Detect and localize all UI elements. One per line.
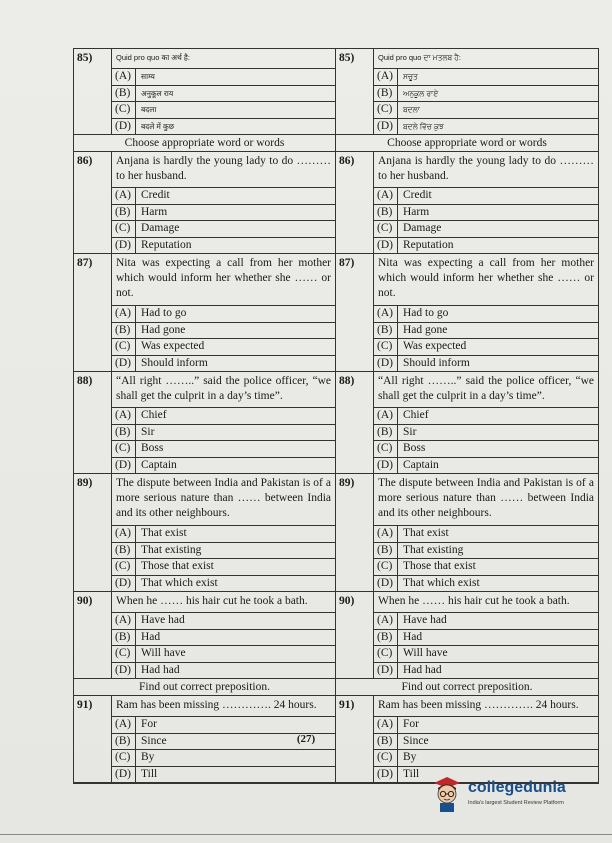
option-text: Was expected	[403, 340, 467, 352]
answer-option	[112, 717, 335, 734]
answer-option	[374, 221, 598, 238]
answer-option	[374, 613, 598, 630]
option-text: Boss	[141, 442, 164, 454]
option-text: Had	[141, 630, 161, 643]
option-text: Have had	[141, 614, 185, 626]
right-column	[336, 49, 598, 783]
option-letter: (D)	[112, 238, 136, 254]
answer-option	[112, 86, 335, 103]
question-text: Nita was expecting a call from her mother which would inform her whether she …… or not.	[112, 254, 335, 306]
option-text: By	[403, 751, 417, 763]
answer-option	[112, 767, 335, 783]
option-letter: (A)	[112, 306, 136, 322]
question-text: Nita was expecting a call from her mother which would inform her whether she …… or not.	[374, 254, 598, 306]
option-letter: (D)	[374, 576, 398, 592]
option-text: Had gone	[403, 323, 448, 336]
answer-option	[374, 458, 598, 474]
question-block	[336, 49, 598, 135]
answer-option	[112, 559, 335, 576]
option-text: Till	[141, 767, 158, 780]
option-text: Have had	[403, 614, 447, 626]
option-letter: (C)	[112, 750, 136, 766]
option-text: Sir	[141, 425, 155, 438]
option-letter: (A)	[374, 526, 398, 542]
option-text: Since	[403, 734, 429, 747]
question-number: 90)	[74, 592, 112, 678]
question-block	[74, 372, 335, 474]
question-text: Anjana is hardly the young lady to do ……… to her husband.	[112, 152, 335, 188]
question-text: “All right ……..” said the police officer, “we shall get the culprit in a day’s time”.	[112, 372, 335, 408]
option-letter: (C)	[374, 441, 398, 457]
option-letter: (D)	[374, 238, 398, 254]
answer-option	[112, 613, 335, 630]
option-letter: (C)	[374, 750, 398, 766]
option-letter: (B)	[112, 425, 136, 441]
option-letter: (D)	[112, 119, 136, 135]
option-text: Damage	[403, 222, 442, 234]
answer-option	[112, 69, 335, 86]
option-letter: (D)	[112, 767, 136, 783]
left-column	[74, 49, 336, 783]
student-mascot-icon	[430, 775, 464, 813]
answer-option	[112, 441, 335, 458]
answer-option	[112, 323, 335, 340]
option-text: That existing	[141, 543, 202, 556]
option-text: ਸਚੂਤ	[403, 72, 418, 81]
answer-option	[112, 102, 335, 119]
question-number: 88)	[336, 372, 374, 473]
question-text: When he …… his hair cut he took a bath.	[112, 592, 335, 613]
option-letter: (D)	[112, 663, 136, 679]
option-text: Harm	[403, 205, 430, 218]
answer-option	[112, 458, 335, 474]
answer-option	[112, 526, 335, 543]
answer-option	[374, 526, 598, 543]
logo-tagline: India's largest Student Review Platform	[468, 800, 564, 806]
option-letter: (A)	[112, 717, 136, 733]
question-block	[336, 152, 598, 254]
option-text: ਬਦਲੇ ਵਿੱਚ ਕੁਝ	[403, 121, 444, 131]
option-letter: (B)	[374, 425, 398, 441]
option-text: ਬਦਲਾ	[403, 105, 420, 114]
answer-option	[112, 408, 335, 425]
answer-option	[112, 646, 335, 663]
question-text: When he …… his hair cut he took a bath.	[374, 592, 598, 613]
collegedunia-logo	[430, 775, 590, 815]
answer-option	[374, 205, 598, 222]
option-letter: (D)	[374, 458, 398, 474]
option-text: Captain	[403, 458, 439, 471]
question-number: 89)	[336, 474, 374, 591]
option-text: For	[141, 718, 157, 730]
option-text: Those that exist	[403, 560, 476, 572]
question-text: Ram has been missing …………. 24 hours.	[112, 696, 335, 717]
question-block	[74, 152, 335, 254]
question-text: Quid pro quo ਦਾ ਮਤਲਬ ਹੈ:	[374, 49, 598, 69]
option-letter: (B)	[112, 323, 136, 339]
question-block	[74, 254, 335, 372]
option-text: That exist	[141, 527, 187, 539]
option-text: Had to go	[141, 307, 187, 319]
option-letter: (B)	[374, 86, 398, 102]
option-letter: (C)	[112, 559, 136, 575]
option-text: That which exist	[403, 576, 480, 589]
option-letter: (C)	[112, 221, 136, 237]
question-number: 89)	[74, 474, 112, 591]
question-block	[336, 592, 598, 679]
option-letter: (D)	[112, 576, 136, 592]
option-letter: (A)	[112, 526, 136, 542]
answer-option	[112, 221, 335, 238]
answer-option	[374, 576, 598, 592]
option-text: Was expected	[141, 340, 205, 352]
answer-option	[112, 306, 335, 323]
question-number: 85)	[336, 49, 374, 134]
answer-option	[374, 86, 598, 103]
option-text: Had gone	[141, 323, 186, 336]
question-block	[74, 474, 335, 592]
question-number: 86)	[336, 152, 374, 253]
question-number: 87)	[74, 254, 112, 371]
bottom-rule	[0, 834, 612, 835]
option-letter: (C)	[374, 221, 398, 237]
option-letter: (C)	[112, 441, 136, 457]
question-text: Ram has been missing …………. 24 hours.	[374, 696, 598, 717]
option-text: Harm	[141, 205, 168, 218]
option-letter: (D)	[112, 356, 136, 372]
question-number: 91)	[74, 696, 112, 782]
answer-option	[112, 339, 335, 356]
option-text: Sir	[403, 425, 417, 438]
question-number: 87)	[336, 254, 374, 371]
answer-option	[374, 102, 598, 119]
option-text: That exist	[403, 527, 449, 539]
option-letter: (B)	[112, 734, 136, 750]
option-text: For	[403, 718, 419, 730]
option-letter: (C)	[374, 339, 398, 355]
option-letter: (B)	[112, 86, 136, 102]
option-text: Chief	[403, 409, 429, 421]
option-letter: (C)	[374, 559, 398, 575]
option-text: Had had	[403, 663, 442, 676]
question-block	[74, 49, 335, 135]
option-letter: (C)	[112, 339, 136, 355]
option-text: Chief	[141, 409, 167, 421]
option-letter: (B)	[374, 630, 398, 646]
question-text: The dispute between India and Pakistan is of a more serious nature than …… between India and its other neighbours.	[374, 474, 598, 526]
answer-option	[112, 119, 335, 135]
question-number: 86)	[74, 152, 112, 253]
option-letter: (B)	[374, 543, 398, 559]
answer-option	[374, 339, 598, 356]
option-letter: (D)	[374, 119, 398, 135]
answer-option	[112, 188, 335, 205]
section-instruction: Find out correct preposition.	[74, 679, 335, 696]
question-table	[73, 48, 599, 784]
answer-option	[112, 205, 335, 222]
answer-option	[374, 119, 598, 135]
option-text: That which exist	[141, 576, 218, 589]
option-text: बदले में कुछ	[141, 121, 175, 131]
answer-option	[374, 750, 598, 767]
question-number: 90)	[336, 592, 374, 678]
option-text: Had had	[141, 663, 180, 676]
option-letter: (A)	[112, 613, 136, 629]
answer-option	[374, 630, 598, 647]
answer-option	[112, 425, 335, 442]
answer-option	[374, 717, 598, 734]
option-text: Credit	[141, 189, 170, 201]
option-text: Credit	[403, 189, 432, 201]
option-letter: (D)	[374, 767, 398, 783]
logo-brand: collegedunia	[468, 779, 566, 796]
option-text: Will have	[403, 647, 448, 659]
answer-option	[374, 663, 598, 679]
option-text: Should inform	[141, 356, 208, 369]
option-letter: (B)	[112, 205, 136, 221]
question-number: 88)	[74, 372, 112, 473]
answer-option	[374, 69, 598, 86]
option-letter: (B)	[374, 734, 398, 750]
option-text: साम्य	[141, 72, 155, 81]
section-instruction: Choose appropriate word or words	[336, 135, 598, 152]
option-letter: (A)	[374, 717, 398, 733]
option-letter: (C)	[374, 646, 398, 662]
section-instruction: Choose appropriate word or words	[74, 135, 335, 152]
answer-option	[112, 238, 335, 254]
option-text: Reputation	[141, 238, 192, 251]
answer-option	[112, 663, 335, 679]
option-letter: (B)	[112, 543, 136, 559]
option-letter: (D)	[374, 663, 398, 679]
option-text: Till	[403, 767, 420, 780]
option-letter: (A)	[374, 69, 398, 85]
answer-option	[374, 441, 598, 458]
option-text: By	[141, 751, 155, 763]
answer-option	[112, 630, 335, 647]
question-text: Quid pro quo का अर्थ है:	[112, 49, 335, 69]
option-text: बदला	[141, 105, 157, 114]
option-letter: (B)	[112, 630, 136, 646]
page-number: (27)	[296, 733, 316, 745]
answer-option	[112, 576, 335, 592]
question-number: 85)	[74, 49, 112, 134]
answer-option	[374, 559, 598, 576]
option-text: Since	[141, 734, 167, 747]
option-letter: (B)	[374, 323, 398, 339]
option-text: अनुकूल राय	[141, 88, 174, 98]
option-letter: (C)	[112, 646, 136, 662]
option-text: Those that exist	[141, 560, 214, 572]
answer-option	[112, 750, 335, 767]
option-letter: (A)	[374, 613, 398, 629]
question-block	[74, 592, 335, 679]
option-letter: (D)	[374, 356, 398, 372]
option-letter: (A)	[112, 69, 136, 85]
option-text: ਅਨੁਕੂਲ ਰਾਏ	[403, 88, 439, 98]
option-letter: (A)	[374, 306, 398, 322]
answer-option	[374, 408, 598, 425]
answer-option	[374, 188, 598, 205]
question-text: “All right ……..” said the police officer, “we shall get the culprit in a day’s time”.	[374, 372, 598, 408]
question-number: 91)	[336, 696, 374, 782]
question-text: Anjana is hardly the young lady to do ……… to her husband.	[374, 152, 598, 188]
answer-option	[374, 323, 598, 340]
option-letter: (C)	[112, 102, 136, 118]
answer-option	[374, 425, 598, 442]
option-text: Had	[403, 630, 423, 643]
answer-option	[374, 306, 598, 323]
option-letter: (C)	[374, 102, 398, 118]
option-text: Damage	[141, 222, 180, 234]
section-instruction: Find out correct preposition.	[336, 679, 598, 696]
answer-option	[374, 543, 598, 560]
answer-option	[374, 238, 598, 254]
question-text: The dispute between India and Pakistan is of a more serious nature than …… between India and its other neighbours.	[112, 474, 335, 526]
option-letter: (A)	[374, 188, 398, 204]
option-text: Should inform	[403, 356, 470, 369]
option-text: That existing	[403, 543, 464, 556]
option-text: Will have	[141, 647, 186, 659]
question-block	[336, 254, 598, 372]
option-letter: (B)	[374, 205, 398, 221]
option-letter: (A)	[112, 188, 136, 204]
option-letter: (A)	[112, 408, 136, 424]
answer-option	[374, 356, 598, 372]
question-block	[336, 474, 598, 592]
option-text: Boss	[403, 442, 426, 454]
option-text: Reputation	[403, 238, 454, 251]
question-block	[336, 372, 598, 474]
answer-option	[112, 543, 335, 560]
answer-option	[112, 356, 335, 372]
option-letter: (D)	[112, 458, 136, 474]
option-text: Had to go	[403, 307, 449, 319]
answer-option	[374, 646, 598, 663]
option-text: Captain	[141, 458, 177, 471]
option-letter: (A)	[374, 408, 398, 424]
